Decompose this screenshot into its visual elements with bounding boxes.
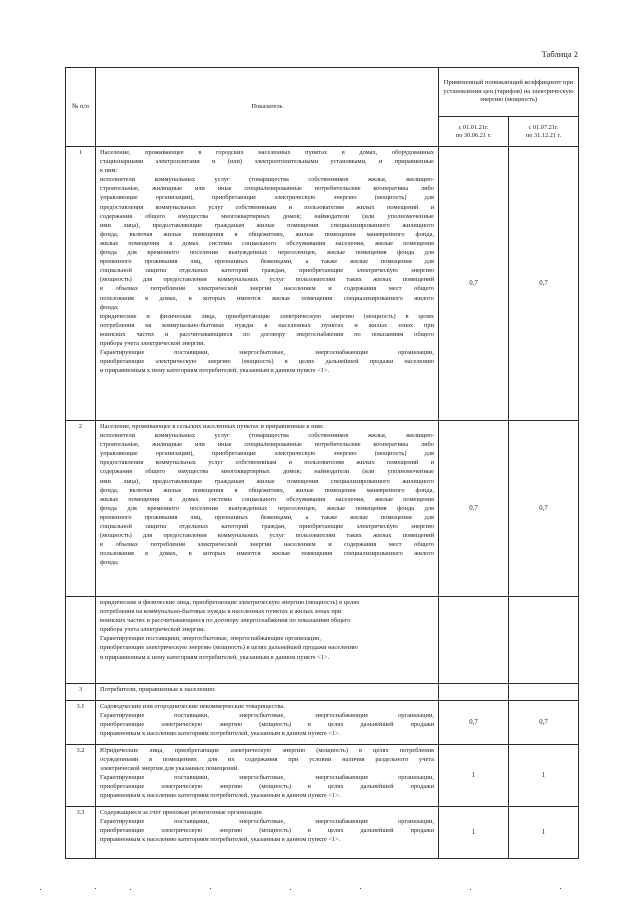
text-line: содержания общего имущества многоквартирных домов; наймодатели (или уполномоченные: [100, 468, 434, 476]
table-caption: Таблица 2: [541, 49, 578, 59]
table-row: [66, 745, 579, 807]
text-line: к ним:: [100, 167, 118, 175]
period-1-line-1: с 01.01.21г.: [458, 123, 489, 131]
text-line: фонда, включая жилые помещения в общежитиях, жилые помещения маневренного фонда,: [100, 486, 434, 494]
text-line: предоставления коммунальных услуг собственникам и пользователям жилых помещений и: [100, 459, 434, 467]
text-line: управляющие организации), приобретающие электрическую энергию (мощность) для: [100, 194, 434, 202]
text-line: прибора учета электрической энергии.: [100, 626, 206, 634]
row-number: 1: [66, 147, 96, 421]
tariff-coefficient-table: [65, 67, 579, 859]
table-row: [66, 807, 579, 859]
text-line: Содержащиеся за счет прихожан религиозные организации: [100, 809, 262, 816]
coefficient-value-period-2: [509, 684, 579, 701]
header-coefficient: Примененный понижающий коэффициент при установлении цен (тарифов) на электрическую энергию (мощность): [439, 68, 579, 117]
text-line: временного проживания лиц, признанных беженцами, а также жилые помещения для: [100, 258, 434, 266]
coefficient-value-period-2: [509, 597, 579, 684]
text-line: юридические и физические лица, приобретающие электрическую энергию (мощность) в целях: [100, 312, 434, 320]
text-line: в объемах потребления электрической энергии населением и содержания мест общего: [100, 285, 434, 293]
text-line: потребления на коммунально-бытовые нужды в населенных пунктах и жилых зонах при: [100, 321, 434, 329]
text-line: приравненным к населению категориям потребителей, указанным в данном пункте <1>.: [100, 730, 341, 738]
text-line: временного проживания лиц, признанных беженцами, а также жилые помещения для: [100, 513, 434, 521]
table-row: [66, 147, 579, 421]
text-line: воинских частях и рассчитывающиеся по договору энергоснабжения по показаниям общего: [100, 617, 351, 625]
coefficient-value-period-1: 0,7: [439, 701, 509, 745]
text-line: ими лица), предоставляющие гражданам жилые помещения специализированного жилищного: [100, 221, 434, 229]
coefficient-value-period-2: 1: [509, 745, 579, 807]
text-line: электрической энергии для указанных помещений.: [100, 765, 239, 773]
row-indicator-text: [96, 147, 439, 421]
text-line: фонда для временного поселения вынужденных переселенцев, жилые помещения фонда для: [100, 249, 434, 257]
text-line: Гарантирующие поставщики, энергосбытовые, энергоснабжающие организации,: [100, 818, 434, 826]
text-line: приобретающие электрическую энергию (мощность) в целях дальнейшей продажи: [100, 783, 434, 791]
text-line: Гарантирующие поставщики, энергосбытовые, энергоснабжающие организации,: [100, 712, 434, 720]
row-number: 3.1: [66, 701, 96, 745]
text-line: приобретающие электрическую энергию (мощность) в целях дальнейшей продажи: [100, 827, 434, 835]
text-line: и приравненным к нему категориям потребителей, указанным в данном пункте <1>.: [100, 653, 330, 661]
text-line: Гарантирующие поставщики, энергосбытовые, энергоснабжающие организации,: [100, 774, 434, 782]
text-line: пользования в домах, в которых имеются жилые помещения специализированного жилого: [100, 294, 434, 302]
text-line: жилые помещения в домах системы социального обслуживания населения, жилые помещения: [100, 239, 434, 247]
text-line: приравненным к населению категориям потребителей, указанным в данном пункте <1>.: [100, 792, 341, 800]
text-line: прибора учета электрической энергии.: [100, 339, 206, 347]
table-header-row: [66, 68, 579, 117]
text-line: приобретающие электрическую энергию (мощность) в целях дальнейшей продажи: [100, 721, 434, 729]
text-line: жилые помещения в домах системы социального обслуживания населения, жилые помещения: [100, 495, 434, 503]
text-line: Потребители, приравненные к населению:: [100, 686, 216, 693]
header-period-2: [509, 117, 579, 147]
row-number: 3.2: [66, 745, 96, 807]
text-line: строительные, жилищные или иные специализированные потребительские кооперативы либо: [100, 185, 434, 193]
row-indicator-text: [96, 421, 439, 597]
text-line: управляющие организации), приобретающие электрическую энергию (мощность) для: [100, 450, 434, 458]
text-line: юридические и физические лица, приобретающие электрическую энергию (мощность) в целях: [100, 599, 360, 606]
text-line: Население, проживающее в городских населенных пунктах в домах, оборудованных: [100, 149, 434, 156]
text-line: потребления на коммунально-бытовые нужды в населенных пунктах и жилых зонах при: [100, 608, 342, 616]
text-line: фонда;: [100, 559, 119, 567]
text-line: Гарантирующие поставщики, энергосбытовые, энергоснабжающие организации,: [100, 635, 321, 643]
coefficient-value-period-1: 0,7: [439, 147, 509, 421]
text-line: воинских частях и рассчитывающиеся по договору энергоснабжения по показаниям общего: [100, 330, 434, 338]
period-1-line-2: по 30.06.21 г.: [455, 131, 492, 139]
coefficient-value-period-2: 0,7: [509, 147, 579, 421]
scan-edge-marks: [0, 886, 639, 892]
text-line: Юридические лица, приобретающие электрическую энергию (мощность) в целях потребления: [100, 747, 434, 754]
text-line: Гарантирующие поставщики, энергосбытовые, энергоснабжающие организации,: [100, 349, 434, 357]
coefficient-value-period-1: [439, 597, 509, 684]
text-line: Население, проживающее в сельских населенных пунктах и приравненные к ним:: [100, 423, 324, 430]
coefficient-value-period-1: [439, 684, 509, 701]
text-line: (мощность) для предоставления коммунальных услуг пользователям таких жилых помещений: [100, 276, 434, 284]
period-2-line-1: с 01.07.21г.: [528, 123, 559, 131]
text-line: пользования в домах, в которых имеются жилые помещения специализированного жилого: [100, 550, 434, 558]
text-line: приобретающие электрическую энергию (мощность) в целях дальнейшей продажи населению: [100, 358, 434, 366]
text-line: приобретающие электрическую энергию (мощность) в целях дальнейшей продажи населению: [100, 644, 358, 652]
row-indicator-text: [96, 807, 439, 859]
text-line: в объемах потребления электрической энергии населением и содержания мест общего: [100, 541, 434, 549]
row-indicator-text: [96, 597, 439, 684]
text-line: стационарными электроплитами и (или) электроотопительными установками, и приравненные: [100, 158, 434, 166]
row-indicator-text: [96, 701, 439, 745]
row-number: 3: [66, 684, 96, 701]
period-2-line-2: по 31.12.21 г.: [525, 131, 562, 139]
text-line: исполнители коммунальных услуг (товарищества собственников жилья, жилищно-: [100, 432, 434, 440]
text-line: Садоводческие или огороднические некоммерческие товарищества.: [100, 703, 285, 710]
text-line: строительные, жилищные или иные специализированные потребительские кооперативы либо: [100, 441, 434, 449]
header-period-1: [439, 117, 509, 147]
text-line: содержания общего имущества многоквартирных домов; наймодатели (или уполномоченные: [100, 212, 434, 220]
header-number: № п/п: [66, 68, 96, 147]
text-line: (мощность) для предоставления коммунальных услуг пользователям таких жилых помещений: [100, 532, 434, 540]
text-line: фонда, включая жилые помещения в общежитиях, жилые помещения маневренного фонда,: [100, 230, 434, 238]
row-number: 2: [66, 421, 96, 597]
table-row: [66, 421, 579, 597]
row-indicator-text: [96, 745, 439, 807]
text-line: исполнители коммунальных услуг (товарищества собственников жилья, жилищно-: [100, 176, 434, 184]
text-line: фонда;: [100, 303, 119, 311]
text-line: приравненным к населению категориям потребителей, указанным в данном пункте <1>.: [100, 836, 341, 844]
coefficient-value-period-2: 0,7: [509, 701, 579, 745]
text-line: фонда для временного поселения вынужденных переселенцев, жилые помещения фонда для: [100, 504, 434, 512]
text-line: ими лица), предоставляющие гражданам жилые помещения специализированного жилищного: [100, 477, 434, 485]
row-indicator-text: [96, 684, 439, 701]
text-line: осужденными в помещениях для их содержания при условии наличия раздельного учета: [100, 756, 434, 764]
table-row: [66, 597, 579, 684]
table-row: [66, 684, 579, 701]
coefficient-value-period-1: 0,7: [439, 421, 509, 597]
coefficient-value-period-1: 1: [439, 745, 509, 807]
text-line: социальной защиты отдельных категорий граждан, приобретающие электрическую энергию: [100, 267, 434, 275]
coefficient-value-period-1: 1: [439, 807, 509, 859]
row-number: [66, 597, 96, 684]
table-row: [66, 701, 579, 745]
coefficient-value-period-2: 1: [509, 807, 579, 859]
coefficient-value-period-2: 0,7: [509, 421, 579, 597]
row-number: 3.3: [66, 807, 96, 859]
text-line: и приравненным к нему категориям потребителей, указанным в данном пункте <1>.: [100, 367, 330, 375]
text-line: социальной защиты отдельных категорий граждан, приобретающие электрическую энергию: [100, 523, 434, 531]
header-indicator: Показатель: [96, 68, 439, 147]
text-line: предоставления коммунальных услуг собственникам и пользователям жилых помещений и: [100, 203, 434, 211]
